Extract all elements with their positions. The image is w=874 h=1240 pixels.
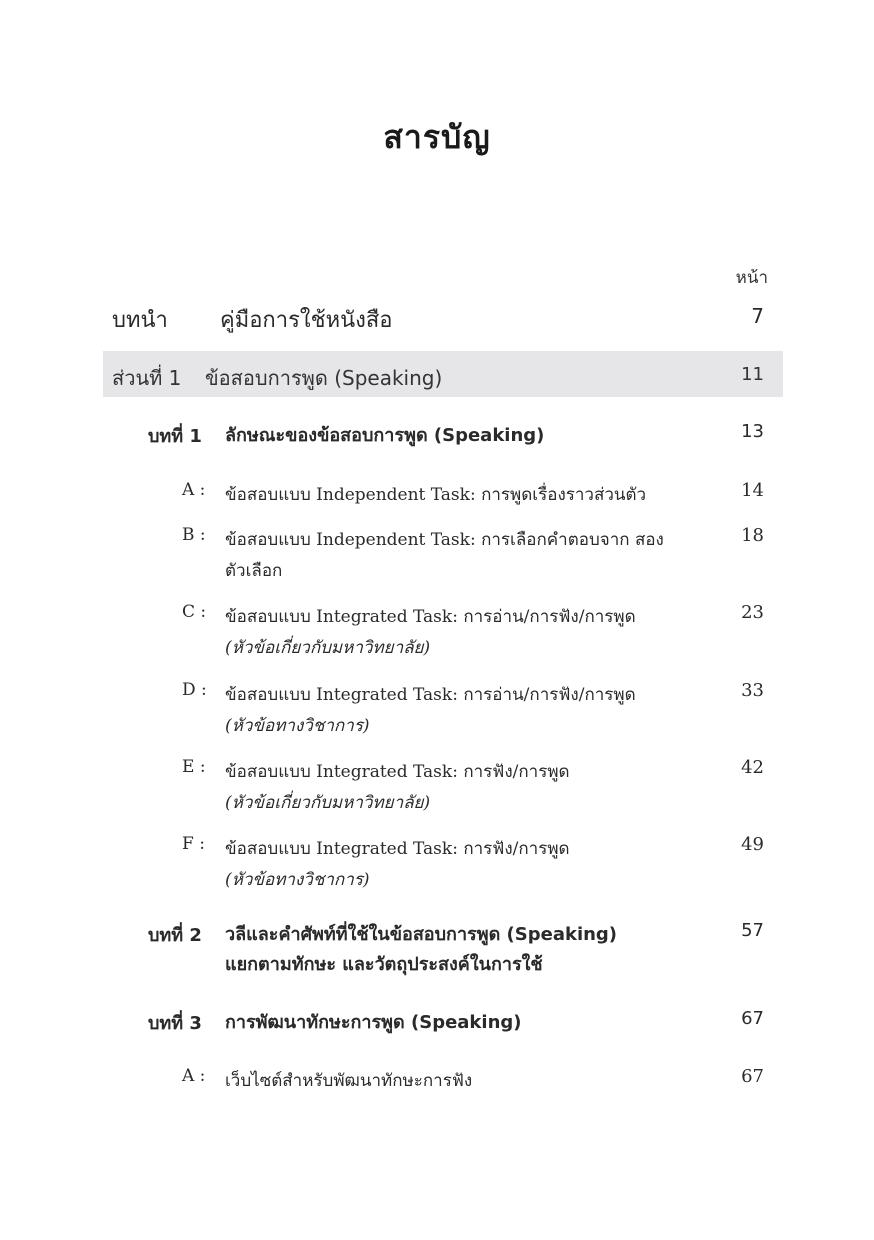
entry-label: B : (182, 525, 206, 545)
entry-title-block (225, 834, 695, 896)
entry-title: ข้อสอบแบบ Integrated Task: การฟัง/การพูด (225, 839, 570, 859)
entry-label: บทนำ (112, 308, 168, 333)
toc-title: สารบัญ (383, 118, 491, 156)
toc-entry-intro[interactable] (0, 300, 874, 336)
entry-label: บทที่ 1 (148, 426, 202, 447)
entry-title: การพัฒนาทักษะการพูด (Speaking) (225, 1012, 522, 1033)
entry-title: คู่มือการใช้หนังสือ (220, 308, 393, 333)
entry-subtitle-note: (หัวข้อทางวิชาการ) (225, 870, 370, 890)
entry-page-number: 13 (741, 421, 764, 442)
entry-title-block (225, 680, 695, 742)
entry-label: A : (182, 1066, 206, 1086)
entry-page-number: 42 (741, 757, 764, 778)
entry-title: ข้อสอบแบบ Integrated Task: การอ่าน/การฟัง/การพูด (225, 607, 636, 627)
entry-page-number: 67 (741, 1066, 764, 1087)
entry-title: ข้อสอบแบบ Independent Task: การเลือกคำตอบจาก สองตัวเลือก (225, 530, 664, 581)
entry-label: D : (182, 680, 207, 700)
entry-page-number: 14 (741, 480, 764, 501)
entry-title: ข้อสอบแบบ Independent Task: การพูดเรื่องราวส่วนตัว (225, 485, 647, 505)
entry-subtitle-note: (หัวข้อเกี่ยวกับมหาวิทยาลัย) (225, 638, 431, 658)
entry-label: ส่วนที่ 1 (112, 366, 182, 390)
entry-page-number: 18 (741, 525, 764, 546)
entry-title-block (225, 757, 695, 819)
entry-page-number: 49 (741, 834, 764, 855)
entry-label: F : (182, 834, 205, 854)
entry-label: C : (182, 602, 207, 622)
entry-page-number: 7 (751, 304, 764, 328)
entry-title: ข้อสอบแบบ Integrated Task: การอ่าน/การฟัง/การพูด (225, 685, 636, 705)
entry-page-number: 33 (741, 680, 764, 701)
entry-label: บทที่ 2 (148, 925, 202, 946)
entry-title: วลีและคำศัพท์ที่ใช้ในข้อสอบการพูด (Speaking) แยกตามทักษะ และวัตถุประสงค์ในการใช้ (225, 924, 618, 975)
entry-subtitle-note: (หัวข้อเกี่ยวกับมหาวิทยาลัย) (225, 793, 431, 813)
entry-page-number: 57 (741, 920, 764, 941)
entry-title: ลักษณะของข้อสอบการพูด (Speaking) (225, 425, 545, 446)
page-column-label: หน้า (735, 268, 768, 288)
entry-title: ข้อสอบแบบ Integrated Task: การฟัง/การพูด (225, 762, 570, 782)
entry-page-number: 11 (741, 364, 764, 385)
toc-entry-part-1[interactable] (0, 351, 874, 397)
entry-title-block (225, 602, 695, 664)
entry-subtitle-note: (หัวข้อทางวิชาการ) (225, 716, 370, 736)
entry-label: E : (182, 757, 206, 777)
entry-title: เว็บไซต์สำหรับพัฒนาทักษะการฟัง (225, 1071, 473, 1091)
entry-page-number: 23 (741, 602, 764, 623)
entry-page-number: 67 (741, 1008, 764, 1029)
entry-label: บทที่ 3 (148, 1013, 202, 1034)
entry-label: A : (182, 480, 206, 500)
entry-title: ข้อสอบการพูด (Speaking) (205, 366, 443, 390)
